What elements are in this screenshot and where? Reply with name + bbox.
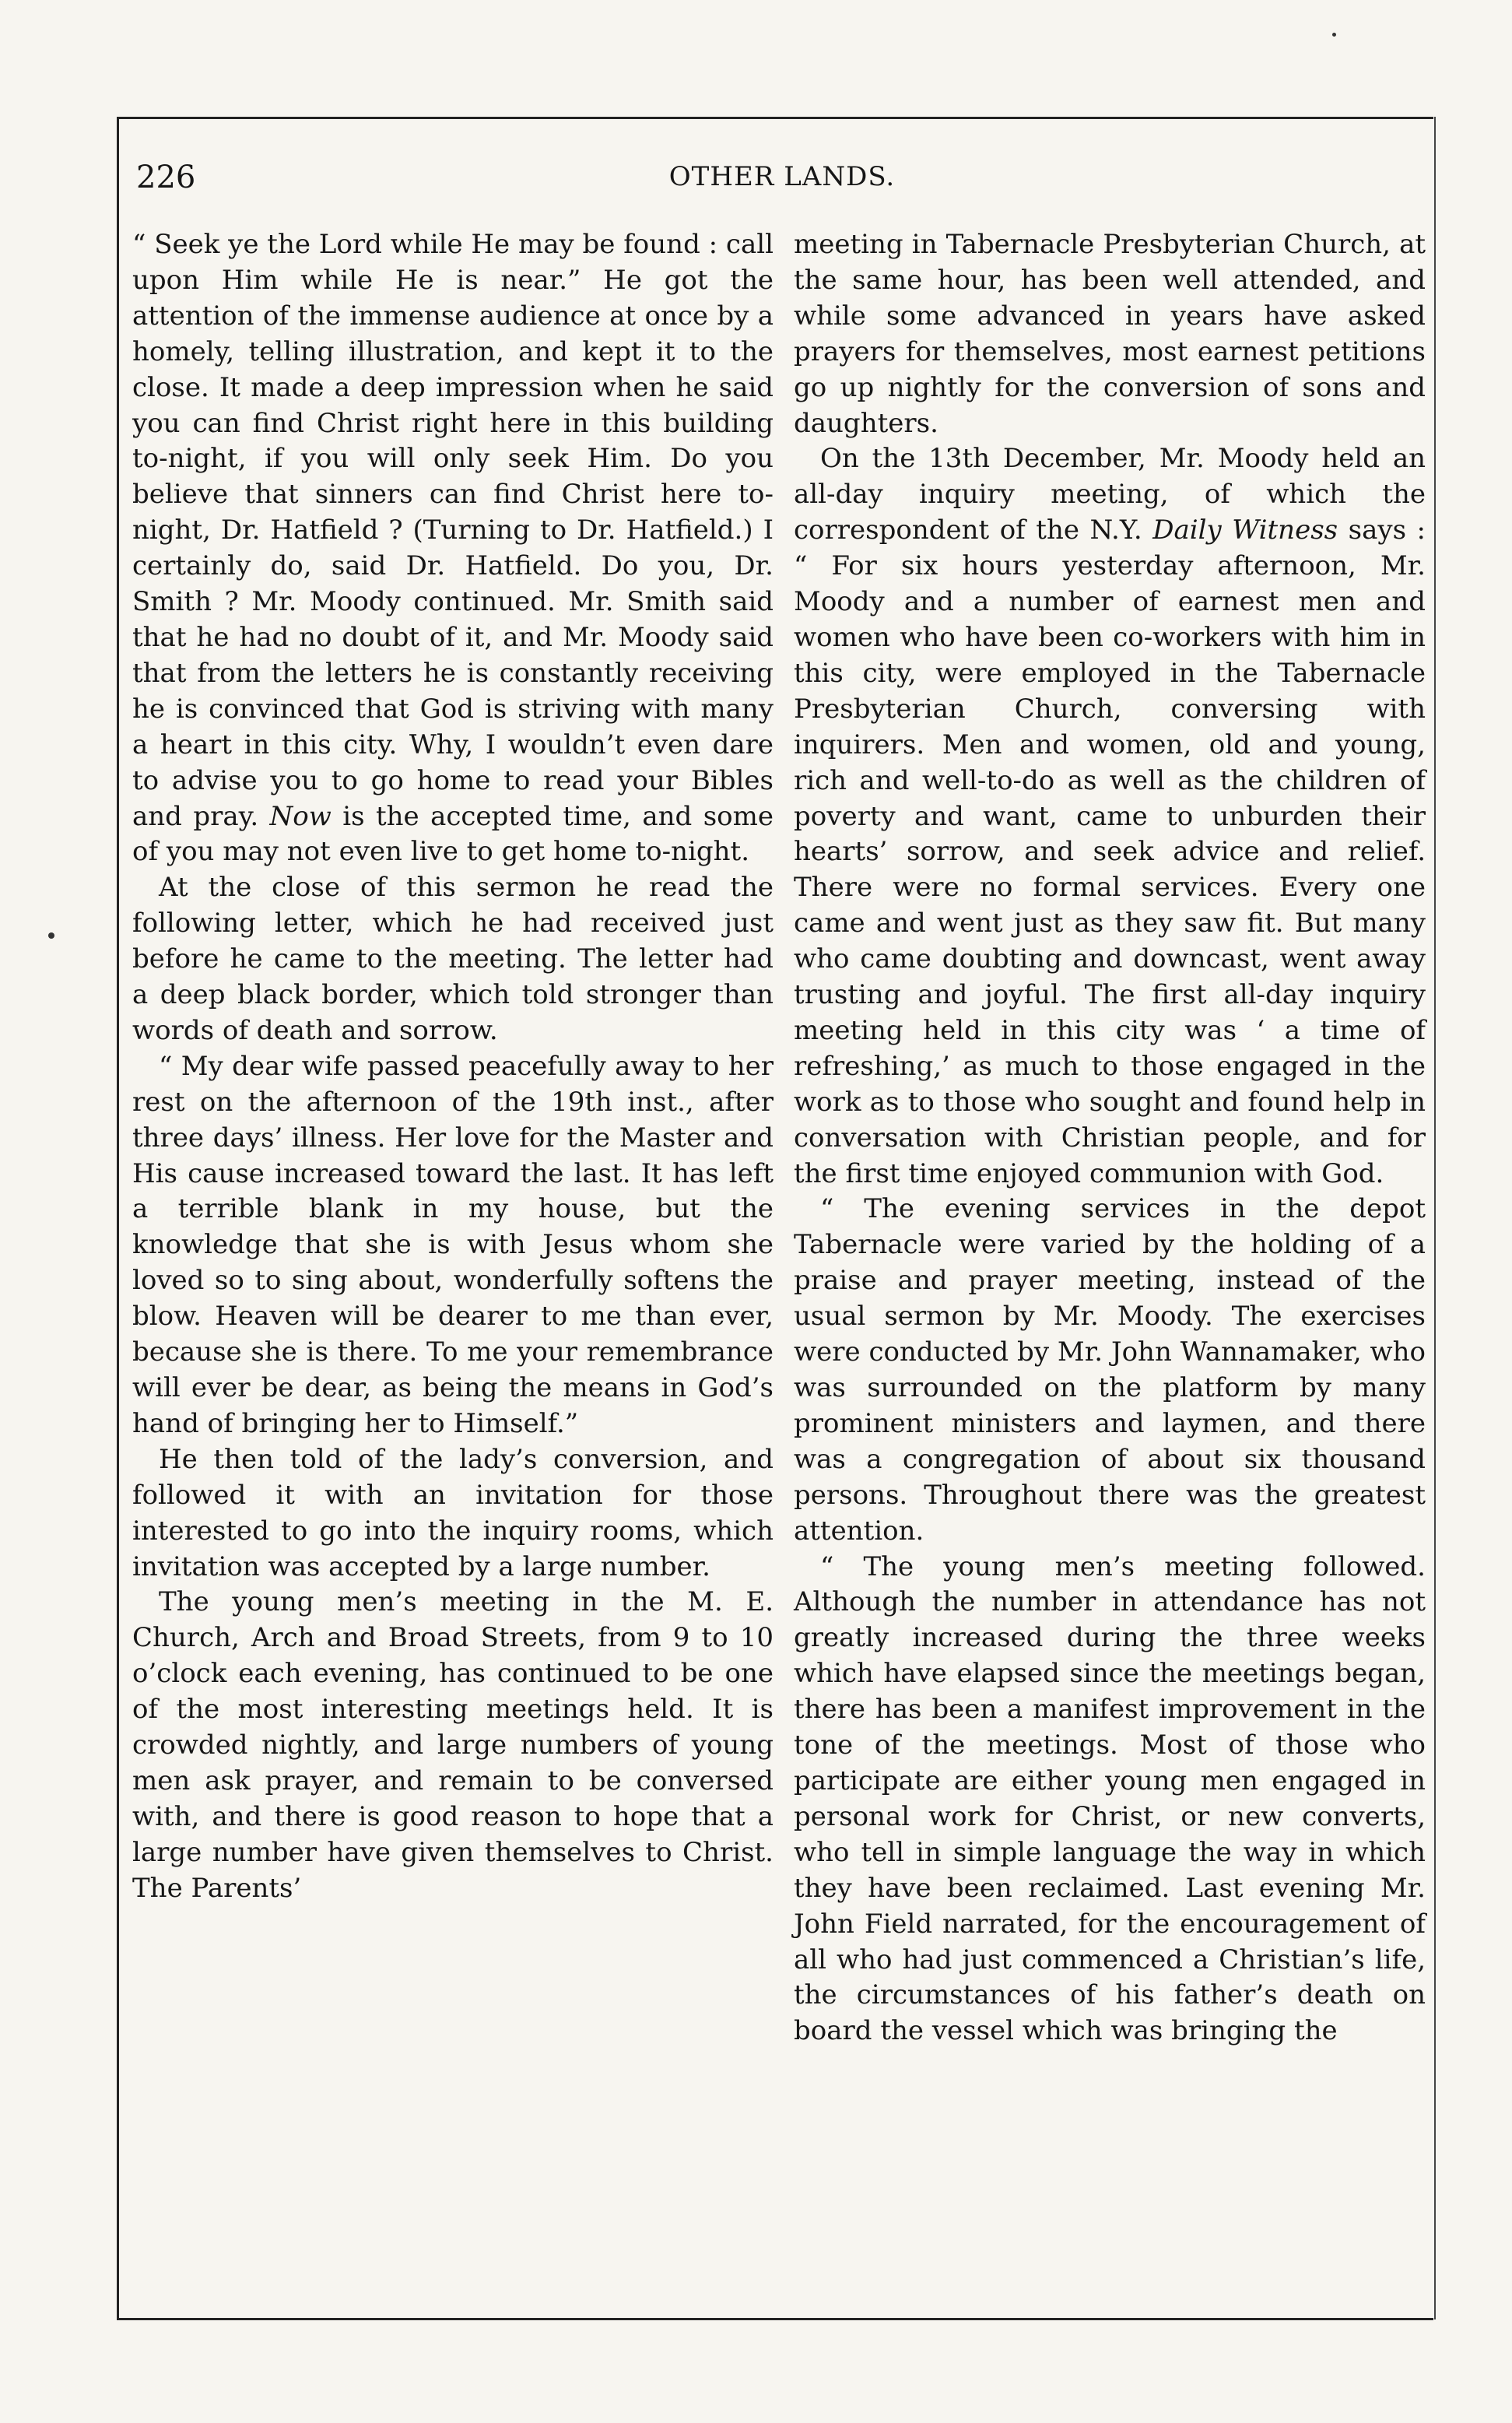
- page-header: [136, 160, 1428, 206]
- margin-speck: [48, 932, 54, 939]
- running-title: OTHER LANDS.: [668, 161, 896, 192]
- paragraph: “ The young men’s meeting followed. Although the number in attendance has not greatly increased during the three weeks which have elapsed since the meetings began, there has been a manifest improvement in the tone of the meetings. Most of those who participate are either young men engaged in personal work for Christ, or new converts, who tell in simple language the way in which they have been reclaimed. Last evening Mr. John Field narrated, for the encouragement of all who had just commenced a Christian’s life, the circumstances of his father’s death on board the vessel which was bringing the: [794, 1550, 1426, 2047]
- paragraph: “ The evening services in the depot Tabernacle were varied by the holding of a praise and prayer meeting, instead of the usual sermon by Mr. Moody. The exercises were conducted by Mr. John Wannamaker, who was surrounded on the platform by many prominent ministers and laymen, and there was a congregation of about six thousand persons. Throughout there was the greatest attention.: [794, 1193, 1426, 1547]
- left-column: [132, 227, 774, 1907]
- paragraph: “ Seek ye the Lord while He may be found : call upon Him while He is near.” He got the attention of the immense audience at once by a homely, telling illustration, and kept it to the close. It made a deep impression when he said you can find Christ right here in this building to-night, if you will only seek Him. Do you believe that sinners can find Christ here to-night, Dr. Hatfield ? (Turning to Dr. Hatfield.) I certainly do, said Dr. Hatfield. Do you, Dr. Smith ? Mr. Moody continued. Mr. Smith said that he had no doubt of it, and Mr. Moody said that from the letters he is constantly receiving he is convinced that God is striving with many a heart in this city. Why, I wouldn’t even dare to advise you to go home to read your Bibles and pray. Now is the accepted time, and some of you may not even live to get home to-night.: [132, 229, 774, 868]
- letter-quote: “ My dear wife passed peacefully away to her rest on the afternoon of the 19th inst., after three days’ illness. Her love for the Master and His cause increased toward the last. It has left a terrible blank in my house, but the knowledge that she is with Jesus whom she loved so to sing about, wonderfully softens the blow. Heaven will be dearer to me than ever, because she is there. To me your remembrance will ever be dear, as being the means in God’s hand of bringing her to Himself.”: [132, 1050, 774, 1439]
- right-column: [794, 227, 1426, 2049]
- paragraph: meeting in Tabernacle Presbyterian Church, at the same hour, has been well attended, and while some advanced in years have asked prayers for themselves, most earnest petitions go up nightly for the conversion of sons and daughters.: [794, 229, 1426, 439]
- page-number: 226: [136, 160, 196, 195]
- margin-speck: [1332, 33, 1336, 37]
- paragraph: The young men’s meeting in the M. E. Church, Arch and Broad Streets, from 9 to 10 o’clock each evening, has continued to be one of the most interesting meetings held. It is crowded nightly, and large numbers of young men ask prayer, and remain to be conversed with, and there is good reason to hope that a large number have given themselves to Christ. The Parents’: [132, 1586, 774, 1904]
- paragraph: At the close of this sermon he read the following letter, which he had received just before he came to the meeting. The letter had a deep black border, which told stronger than words of death and sorrow.: [132, 872, 774, 1046]
- paragraph: On the 13th December, Mr. Moody held an all-day inquiry meeting, of which the correspondent of the N.Y. Daily Witness says : “ For six hours yesterday afternoon, Mr. Moody and a number of earnest men and women who have been co-workers with him in this city, were employed in the Tabernacle Presbyterian Church, conversing with inquirers. Men and women, old and young, rich and well-to-do as well as the children of poverty and want, came to unburden their hearts’ sorrow, and seek advice and relief. There were no formal services. Every one came and went just as they saw fit. But many who came doubting and downcast, went away trusting and joyful. The first all-day inquiry meeting held in this city was ‘ a time of refreshing,’ as much to those engaged in the work as to those who sought and found help in conversation with Christian people, and for the first time enjoyed communion with God.: [794, 443, 1426, 1189]
- paragraph: He then told of the lady’s conversion, and followed it with an invitation for those interested to go into the inquiry rooms, which invitation was accepted by a large number.: [132, 1443, 774, 1582]
- bottom-rule: [117, 2318, 1433, 2320]
